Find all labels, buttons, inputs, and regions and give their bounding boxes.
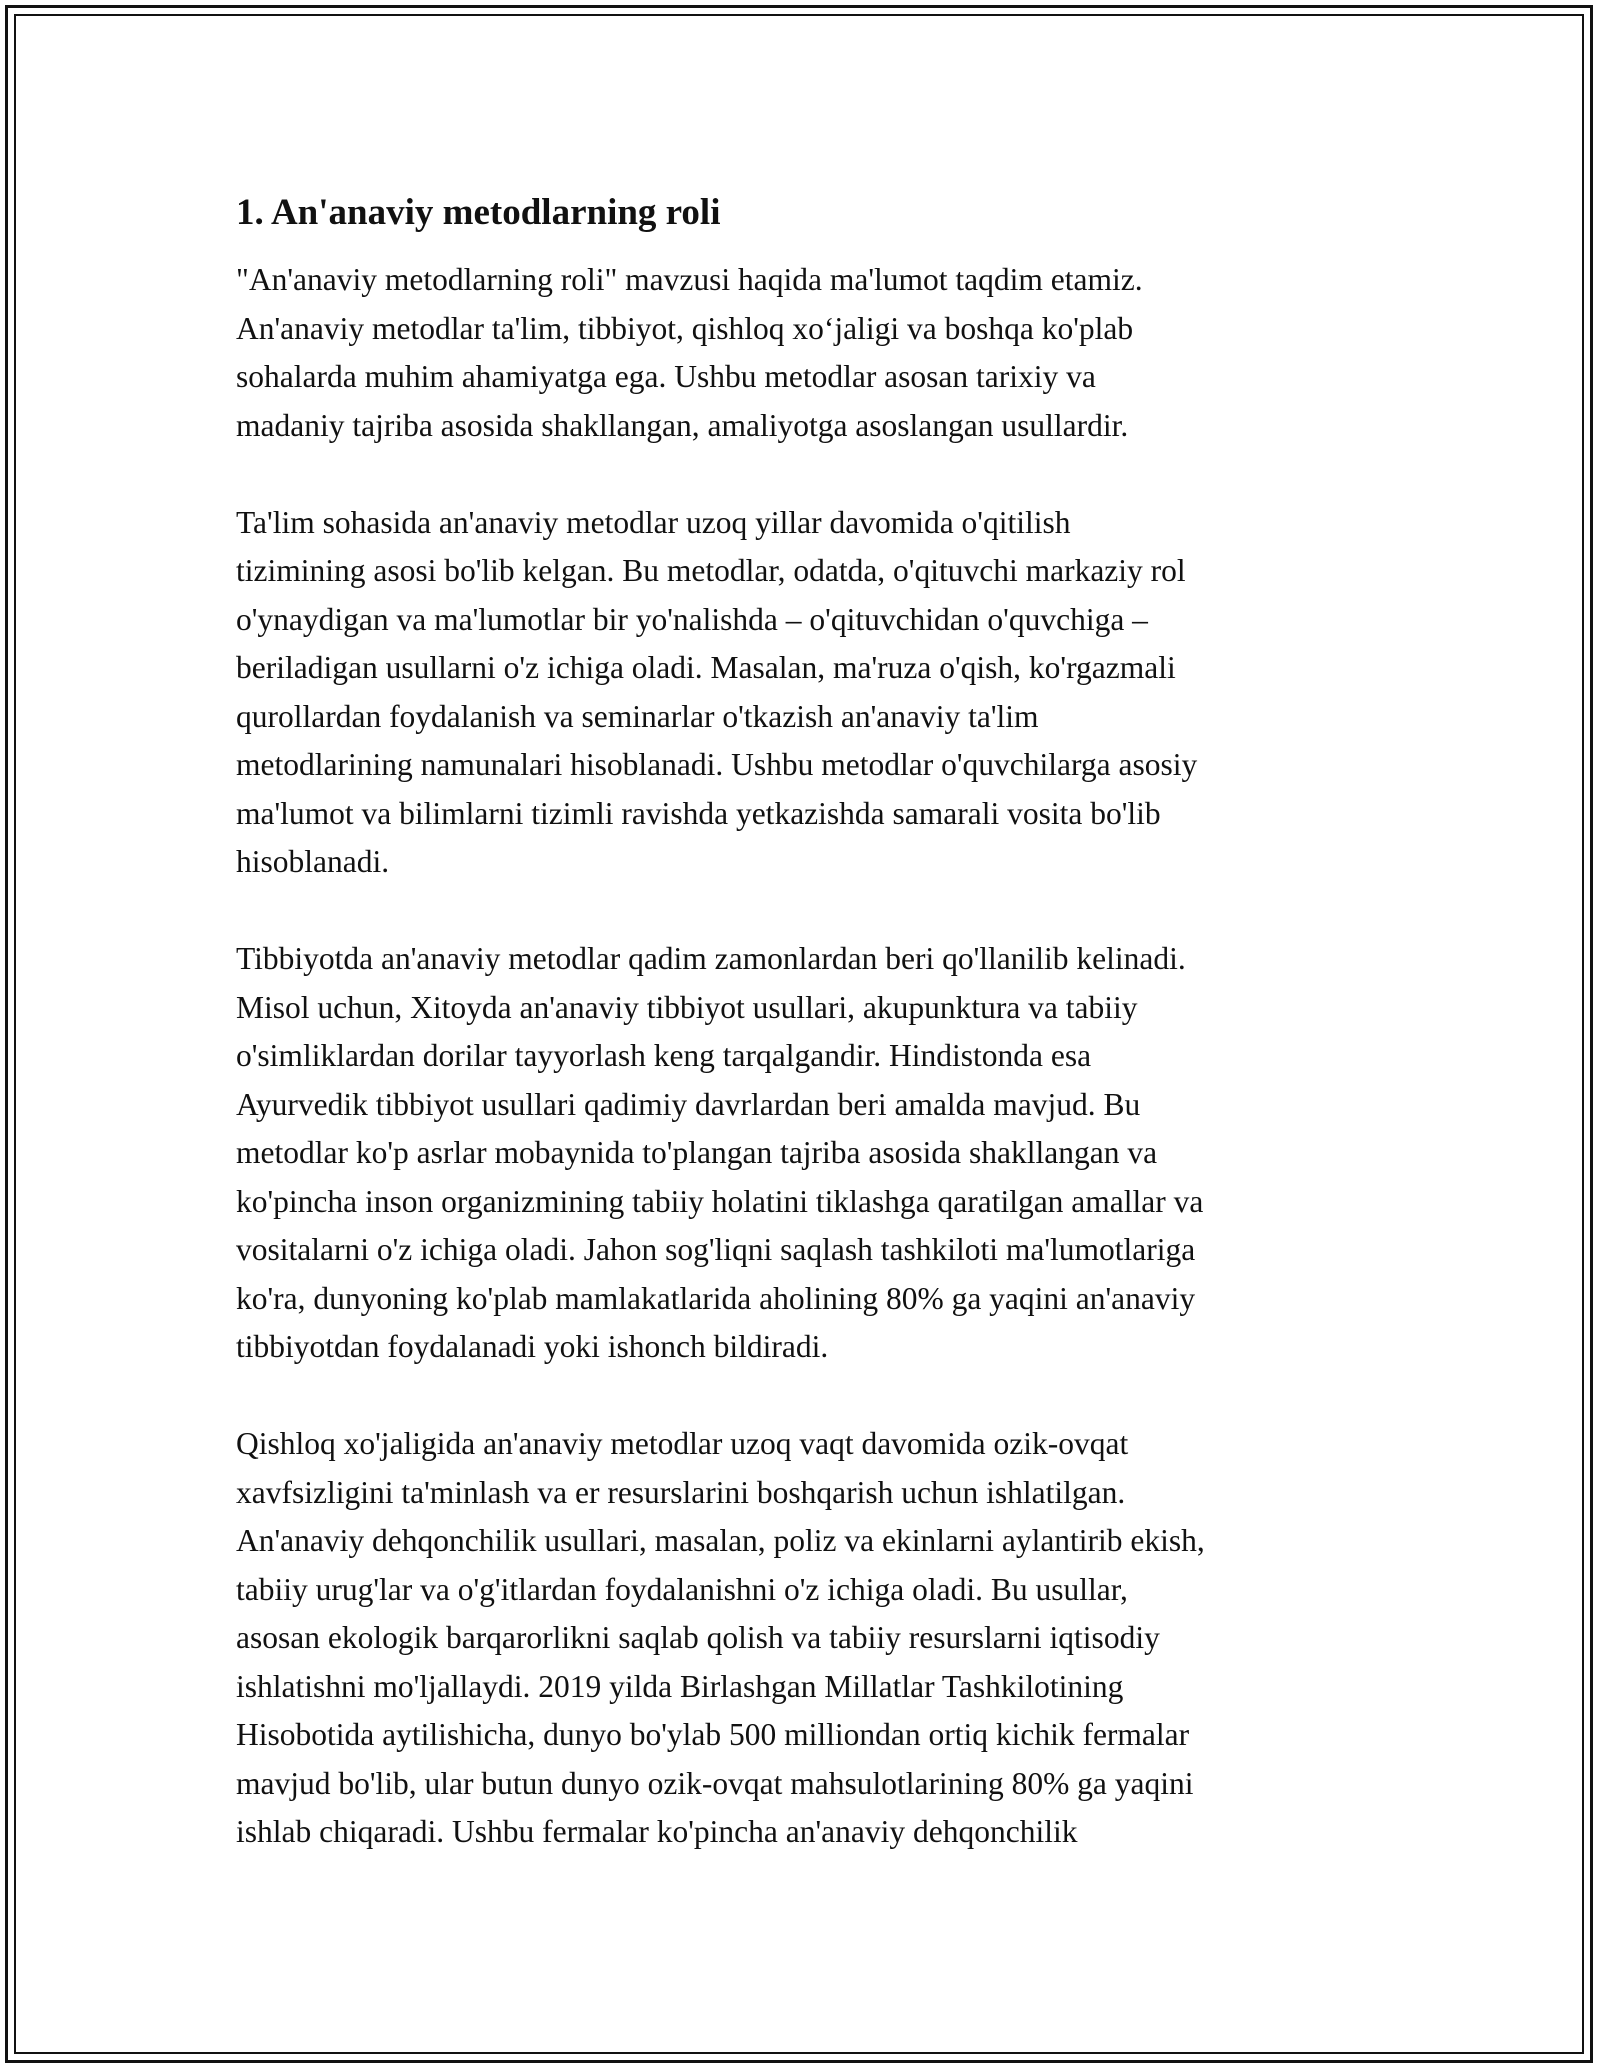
paragraph-container — [236, 256, 1381, 1857]
paragraph-line: o'ynaydigan va ma'lumotlar bir yo'nalishda – o'qituvchidan o'quvchiga – — [236, 601, 1148, 637]
paragraph-line: ishlatishni mo'ljallaydi. 2019 yilda Birlashgan Millatlar Tashkilotining — [236, 1668, 1124, 1704]
paragraph-line: metodlarining namunalari hisoblanadi. Ushbu metodlar o'quvchilarga asosiy — [236, 747, 1198, 782]
paragraph-line: metodlar ko'p asrlar mobaynida to'plangan tajriba asosida shakllangan va — [236, 1135, 1158, 1170]
paragraph-line: sohalarda muhim ahamiyatga ega. Ushbu metodlar asosan tarixiy va — [236, 359, 1096, 394]
paragraph-line: xavfsizligini ta'minlash va er resurslarini boshqarish uchun ishlatilgan. — [236, 1474, 1126, 1510]
paragraph-line: ishlab chiqaradi. Ushbu fermalar ko'pincha an'anaviy dehqonchilik — [236, 1814, 1078, 1849]
paragraph-line: madaniy tajriba asosida shakllangan, amaliyotga asoslangan usullardir. — [236, 407, 1129, 443]
paragraph — [236, 1420, 1381, 1857]
paragraph-line: o'simliklardan dorilar tayyorlash keng tarqalgandir. Hindistonda esa — [236, 1038, 1092, 1073]
paragraph-line: ko'ra, dunyoning ko'plab mamlakatlarida aholining 80% ga yaqini an'anaviy — [236, 1280, 1196, 1316]
paragraph-line: qurollardan foydalanish va seminarlar o'tkazish an'anaviy ta'lim — [236, 698, 1039, 734]
paragraph-line: vositalarni o'z ichiga oladi. Jahon sog'liqni saqlash tashkiloti ma'lumotlariga — [236, 1232, 1196, 1267]
paragraph-line: mavjud bo'lib, ular butun dunyo ozik-ovqat mahsulotlarining 80% ga yaqini — [236, 1765, 1194, 1801]
paragraph-line: Tibbiyotda an'anaviy metodlar qadim zamonlardan beri qo'llanilib kelinadi. — [236, 941, 1186, 976]
paragraph-line: Ayurvedik tibbiyot usullari qadimiy davrlardan beri amalda mavjud. Bu — [236, 1086, 1141, 1122]
paragraph-line: Hisobotida aytilishicha, dunyo bo'ylab 500 milliondan ortiq kichik fermalar — [236, 1717, 1190, 1752]
paragraph-line: tabiiy urug'lar va o'g'itlardan foydalanishni o'z ichiga oladi. Bu usullar, — [236, 1571, 1128, 1607]
paragraph — [236, 256, 1381, 450]
paragraph-line: asosan ekologik barqarorlikni saqlab qolish va tabiiy resurslarni iqtisodiy — [236, 1620, 1160, 1655]
paragraph-line: "An'anaviy metodlarning roli" mavzusi haqida ma'lumot taqdim etamiz. — [236, 262, 1143, 297]
section-heading: 1. An'anaviy metodlarning roli — [236, 192, 721, 233]
paragraph — [236, 935, 1381, 1372]
paragraph-line: beriladigan usullarni o'z ichiga oladi. Masalan, ma'ruza o'qish, ko'rgazmali — [236, 650, 1176, 685]
paragraph-line: An'anaviy metodlar ta'lim, tibbiyot, qishloq xo‘jaligi va boshqa ko'plab — [236, 310, 1134, 346]
paragraph-line: ma'lumot va bilimlarni tizimli ravishda yetkazishda samarali vosita bo'lib — [236, 795, 1161, 831]
paragraph-line: tizimining asosi bo'lib kelgan. Bu metodlar, odatda, o'qituvchi markaziy rol — [236, 553, 1186, 588]
paragraph-line: An'anaviy dehqonchilik usullari, masalan, poliz va ekinlarni aylantirib ekish, — [236, 1523, 1205, 1558]
paragraph-line: tibbiyotdan foydalanadi yoki ishonch bildiradi. — [236, 1329, 829, 1364]
document-body — [236, 188, 1381, 1905]
paragraph-line: ko'pincha inson organizmining tabiiy holatini tiklashga qaratilgan amallar va — [236, 1183, 1204, 1219]
paragraph-line: Qishloq xo'jaligida an'anaviy metodlar uzoq vaqt davomida ozik-ovqat — [236, 1426, 1129, 1461]
paragraph-line: Ta'lim sohasida an'anaviy metodlar uzoq yillar davomida o'qitilish — [236, 504, 1071, 540]
paragraph — [236, 499, 1381, 887]
paragraph-line: Misol uchun, Xitoyda an'anaviy tibbiyot usullari, akupunktura va tabiiy — [236, 989, 1138, 1025]
paragraph-line: hisoblanadi. — [236, 844, 390, 879]
